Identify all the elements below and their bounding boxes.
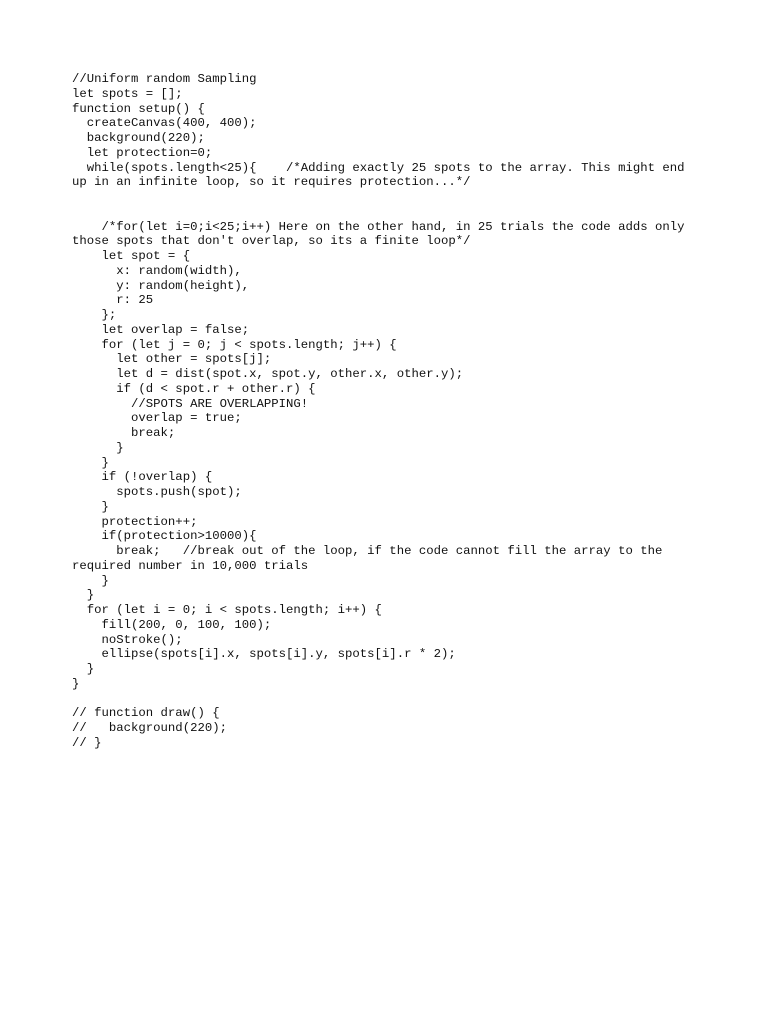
code-line (72, 205, 700, 220)
code-line: }; (72, 308, 117, 322)
code-line: let d = dist(spot.x, spot.y, other.x, other.y); (72, 367, 464, 381)
code-line: let other = spots[j]; (72, 352, 272, 367)
code-line: break; (72, 426, 176, 440)
code-line: fill(200, 0, 100, 100); (72, 617, 272, 632)
code-line: ellipse(spots[i].x, spots[i].y, spots[i].r * 2); (72, 647, 456, 662)
code-line: } (72, 455, 109, 470)
code-line: y: random(height), (72, 278, 250, 293)
code-line: } (72, 662, 95, 676)
code-line: //Uniform random Sampling (72, 72, 257, 86)
code-line: let spots = []; (72, 86, 183, 101)
code-line: let spot = { (72, 249, 191, 263)
code-line: } (72, 440, 124, 455)
code-line: while(spots.length<25){ /*Adding exactly 25 spots to the array. This might end (72, 160, 685, 175)
code-line: break; //break out of the loop, if the code cannot fill the array to the (72, 544, 663, 558)
code-line: if (d < spot.r + other.r) { (72, 381, 316, 396)
code-line: // background(220); (72, 721, 227, 735)
code-line: those spots that don't overlap, so its a finite loop*/ (72, 234, 471, 249)
code-line: protection++; (72, 514, 198, 529)
code-line: for (let i = 0; i < spots.length; i++) { (72, 603, 382, 617)
code-line: } (72, 573, 109, 588)
code-line: // function draw() { (72, 706, 220, 721)
code-line: for (let j = 0; j < spots.length; j++) { (72, 337, 397, 352)
code-line: let overlap = false; (72, 322, 250, 337)
code-line: spots.push(spot); (72, 485, 242, 499)
code-line: /*for(let i=0;i<25;i++) Here on the other hand, in 25 trials the code adds only (72, 219, 685, 234)
code-line (72, 190, 700, 205)
code-line: required number in 10,000 trials (72, 558, 309, 573)
code-line: // } (72, 735, 102, 750)
code-line (72, 692, 700, 707)
code-listing (72, 72, 700, 751)
code-line: } (72, 676, 80, 691)
code-line: background(220); (72, 131, 205, 145)
code-line: //SPOTS ARE OVERLAPPING! (72, 396, 309, 411)
code-line: x: random(width), (72, 263, 242, 278)
code-line: overlap = true; (72, 411, 242, 426)
code-line: if(protection>10000){ (72, 529, 257, 544)
code-line: up in an infinite loop, so it requires protection...*/ (72, 175, 471, 190)
code-line: } (72, 499, 109, 514)
code-line: if (!overlap) { (72, 470, 213, 485)
code-line: createCanvas(400, 400); (72, 116, 257, 131)
code-line: noStroke(); (72, 632, 183, 647)
code-line: function setup() { (72, 101, 205, 116)
code-line: } (72, 588, 95, 603)
code-line: r: 25 (72, 293, 154, 308)
code-line: let protection=0; (72, 145, 213, 160)
